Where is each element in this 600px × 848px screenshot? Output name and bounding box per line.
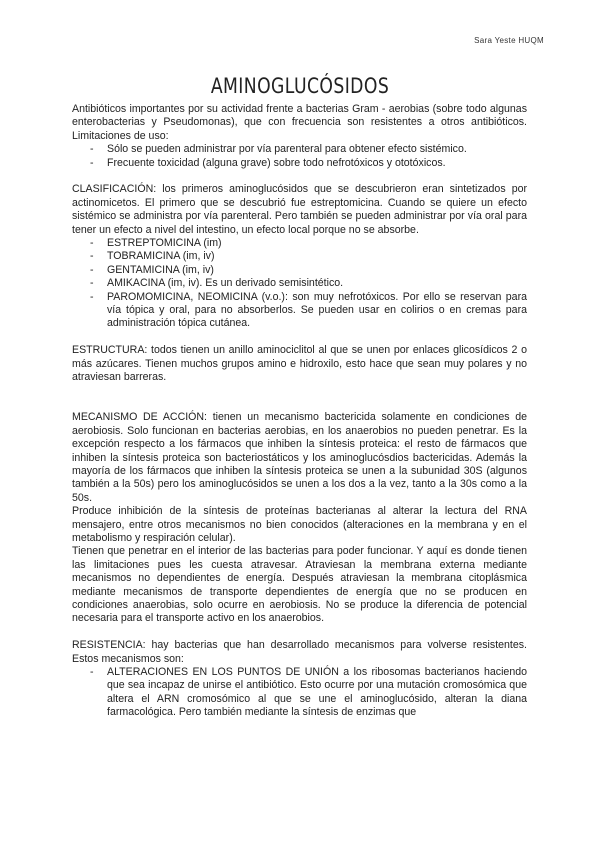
limitations-list — [72, 143, 527, 170]
list-item: - PAROMOMICINA, NEOMICINA (v.o.): son muy nefrotóxicos. Por ello se reservan para vía tópica y oral, para no absorberlos. Se pueden usar en colirios o en cremas para administración tópica cutánea. — [72, 291, 527, 331]
drug-list — [72, 237, 527, 331]
resistencia-paragraph: RESISTENCIA: hay bacterias que han desarrollado mecanismos para volverse resistentes. Estos mecanismos son: — [72, 639, 527, 665]
estructura-section — [72, 344, 527, 384]
mecanismo-paragraph-1: MECANISMO DE ACCIÓN: tienen un mecanismo bactericida solamente en condiciones de aerobiosis. Solo funcionan en bacterias aerobias, en los anaerobios no pueden penetrar. Es la excepción respecto a los fármacos que inhiben la síntesis proteica: el resto de fármacos que inhiben la síntesis proteica son bacteriostáticos y los aminoglucósdios bactericidas. Además la mayoría de los fármacos que inhiben la síntesis proteica se unen a la subunidad 30S (algunos también a la 50s) pero los aminoglucósidos se unen a los dos a la vez, tanto a la 30s como a la 50s. — [72, 411, 527, 504]
resistencia-section — [72, 639, 527, 719]
resistance-mechanisms-list — [72, 666, 527, 720]
paragraph-gap — [72, 398, 527, 411]
list-item: - ALTERACIONES EN LOS PUNTOS DE UNIÓN a los ribosomas bacterianos haciendo que sea incapaz de unirse el antibiótico. Esto ocurre por una mutación cromosómica que altera el ARN cromosómico al que se une el aminoglucósido, alteran la diana farmacológica. Pero también mediante la síntesis de enzimas que — [72, 666, 527, 720]
mecanismo-section — [72, 411, 527, 626]
document-body — [72, 103, 527, 720]
list-item: - ESTREPTOMICINA (im) — [72, 237, 527, 250]
paragraph-gap — [72, 626, 527, 639]
list-item: - Sólo se pueden administrar por vía parenteral para obtener efecto sistémico. — [72, 143, 527, 156]
estructura-paragraph: ESTRUCTURA: todos tienen un anillo aminociclitol al que se unen por enlaces glicosídicos 2 o más azúcares. Tienen muchos grupos amino e hidroxilo, esto hace que sean muy polares y no atraviesan barreras. — [72, 344, 527, 384]
list-item: - GENTAMICINA (im, iv) — [72, 264, 527, 277]
author-header: Sara Yeste HUQM — [474, 36, 544, 45]
document-title: AMINOGLUCÓSIDOS — [210, 74, 390, 98]
paragraph-gap — [72, 170, 527, 183]
list-item: - AMIKACINA (im, iv). Es un derivado semisintético. — [72, 277, 527, 290]
clasificacion-section — [72, 183, 527, 330]
mecanismo-paragraph-2: Produce inhibición de la síntesis de proteínas bacterianas al alterar la lectura del RNA mensajero, entre otros mecanismos no bien conocidos (alteraciones en la membrana y en el metabolismo y respiración celular). — [72, 505, 527, 544]
list-item: - Frecuente toxicidad (alguna grave) sobre todo nefrotóxicos y ototóxicos. — [72, 157, 527, 170]
clasificacion-paragraph: CLASIFICACIÓN: los primeros aminoglucósidos que se descubrieron eran sintetizados por actinomicetos. El primero que se descubrió fue estreptomicina. Cuando se quiere un efecto sistémico se administra por vía parenteral. Pero también se pueden administrar por vía oral para tener un efecto a nivel del intestino, un efecto local porque no se absorbe. — [72, 183, 527, 236]
mecanismo-paragraph-3: Tienen que penetrar en el interior de las bacterias para poder funcionar. Y aquí es donde tienen las limitaciones pues les cuesta atravesar. Atraviesan la membrana externa mediante mecanismos no dependientes de energía. Después atraviesan la membrana citoplásmica mediante mecanismos de transporte dependientes de energía que no se producen en condiciones anaerobias, solo ocurre en aerobiosis. No se produce la diferencia de potencial necesaria para el transporte activo en los anaerobios. — [72, 545, 527, 625]
intro-paragraph: Antibióticos importantes por su actividad frente a bacterias Gram - aerobias (sobre todo algunas enterobacterias y Pseudomonas), que con frecuencia son resistentes a otros antibióticos. Limitaciones de uso: — [72, 103, 527, 142]
intro-section — [72, 103, 527, 170]
paragraph-gap — [72, 385, 527, 398]
list-item: - TOBRAMICINA (im, iv) — [72, 250, 527, 263]
paragraph-gap — [72, 331, 527, 344]
